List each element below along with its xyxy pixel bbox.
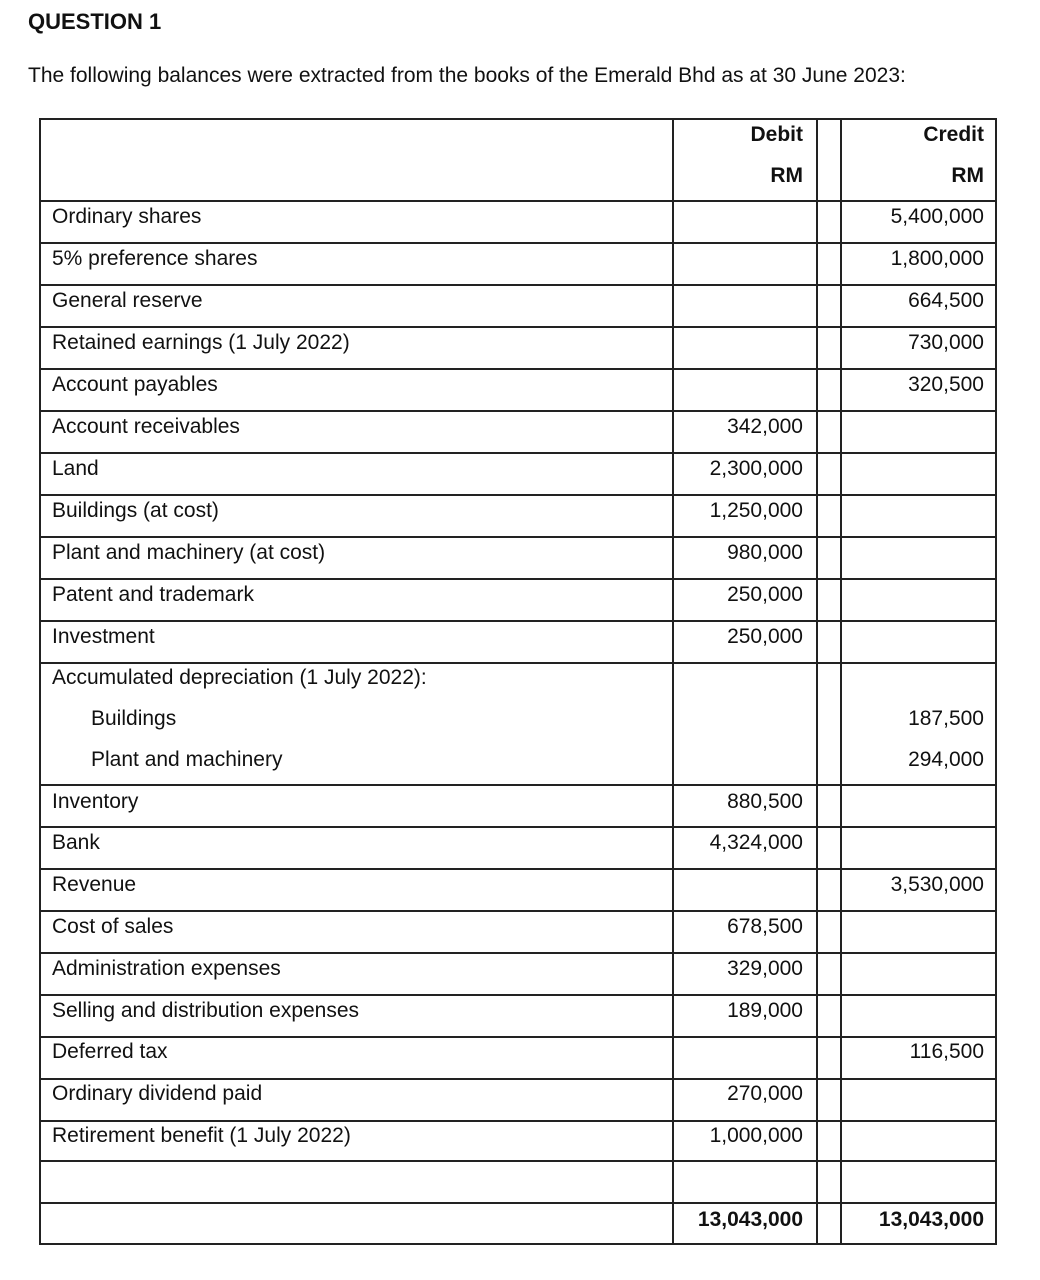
row-credit: 116,500	[909, 1040, 984, 1063]
row-label: Account payables	[52, 373, 218, 396]
row-divider	[41, 284, 995, 286]
row-debit: 980,000	[727, 541, 803, 564]
row-label: Administration expenses	[52, 957, 281, 980]
row-label: Revenue	[52, 873, 137, 896]
row-label: Cost of sales	[52, 915, 174, 938]
row-divider	[41, 784, 995, 786]
row-credit: 320,500	[908, 373, 984, 396]
row-label: Retirement benefit (1 July 2022)	[52, 1124, 351, 1147]
acc-dep-plant-credit: 294,000	[908, 748, 984, 771]
row-label: Investment	[52, 625, 155, 648]
row-divider	[41, 1036, 995, 1038]
row-label: Buildings (at cost)	[52, 499, 219, 522]
row-divider	[41, 242, 995, 244]
row-debit: 250,000	[727, 625, 803, 648]
row-debit: 2,300,000	[709, 457, 803, 480]
row-divider	[41, 494, 995, 496]
row-label: Patent and trademark	[52, 583, 254, 606]
row-divider	[41, 662, 995, 664]
row-debit: 270,000	[727, 1082, 803, 1105]
row-debit: 880,500	[727, 790, 803, 813]
row-label: Ordinary shares	[52, 205, 202, 228]
row-divider	[41, 1202, 995, 1204]
row-debit: 189,000	[727, 999, 803, 1022]
row-divider	[41, 994, 995, 996]
question-title: QUESTION 1	[28, 9, 162, 34]
debit-currency: RM	[770, 164, 803, 187]
debit-header: Debit	[750, 123, 803, 146]
row-divider	[41, 910, 995, 912]
column-divider	[816, 120, 818, 1243]
row-divider	[41, 578, 995, 580]
trial-balance-table	[39, 118, 997, 1245]
total-credit: 13,043,000	[878, 1208, 984, 1231]
row-debit: 342,000	[727, 415, 803, 438]
row-divider	[41, 368, 995, 370]
row-label: Inventory	[52, 790, 139, 813]
credit-currency: RM	[951, 164, 984, 187]
row-label: Retained earnings (1 July 2022)	[52, 331, 350, 354]
row-divider	[41, 326, 995, 328]
row-label: Ordinary dividend paid	[52, 1082, 263, 1105]
row-divider	[41, 868, 995, 870]
row-debit: 329,000	[727, 957, 803, 980]
row-label: Selling and distribution expenses	[52, 999, 360, 1022]
column-divider	[672, 120, 674, 1243]
row-divider	[41, 620, 995, 622]
row-divider	[41, 410, 995, 412]
column-divider	[840, 120, 842, 1243]
row-label: General reserve	[52, 289, 203, 312]
row-divider	[41, 1120, 995, 1122]
row-divider	[41, 452, 995, 454]
row-label: Bank	[52, 831, 100, 854]
row-divider	[41, 536, 995, 538]
row-divider	[41, 200, 995, 202]
row-label: Land	[52, 457, 99, 480]
row-label: Deferred tax	[52, 1040, 168, 1063]
intro-text: The following balances were extracted from the books of the Emerald Bhd as at 30 June 2023:	[28, 64, 906, 87]
row-divider	[41, 826, 995, 828]
row-label: Plant and machinery (at cost)	[52, 541, 326, 564]
row-credit: 5,400,000	[890, 205, 984, 228]
row-divider	[41, 1160, 995, 1162]
row-label: Account receivables	[52, 415, 240, 438]
total-debit: 13,043,000	[697, 1208, 803, 1231]
acc-dep-buildings-credit: 187,500	[908, 707, 984, 730]
row-debit: 678,500	[727, 915, 803, 938]
row-debit: 250,000	[727, 583, 803, 606]
row-debit: 1,000,000	[709, 1124, 803, 1147]
row-credit: 730,000	[908, 331, 984, 354]
credit-header: Credit	[923, 123, 984, 146]
acc-dep-plant-label: Plant and machinery	[91, 748, 283, 771]
row-credit: 664,500	[908, 289, 984, 312]
row-debit: 4,324,000	[709, 831, 803, 854]
acc-dep-buildings-label: Buildings	[91, 707, 177, 730]
row-divider	[41, 952, 995, 954]
row-credit: 3,530,000	[890, 873, 984, 896]
acc-dep-heading: Accumulated depreciation (1 July 2022):	[52, 666, 427, 689]
row-debit: 1,250,000	[709, 499, 803, 522]
row-credit: 1,800,000	[890, 247, 984, 270]
row-divider	[41, 1078, 995, 1080]
row-label: 5% preference shares	[52, 247, 258, 270]
